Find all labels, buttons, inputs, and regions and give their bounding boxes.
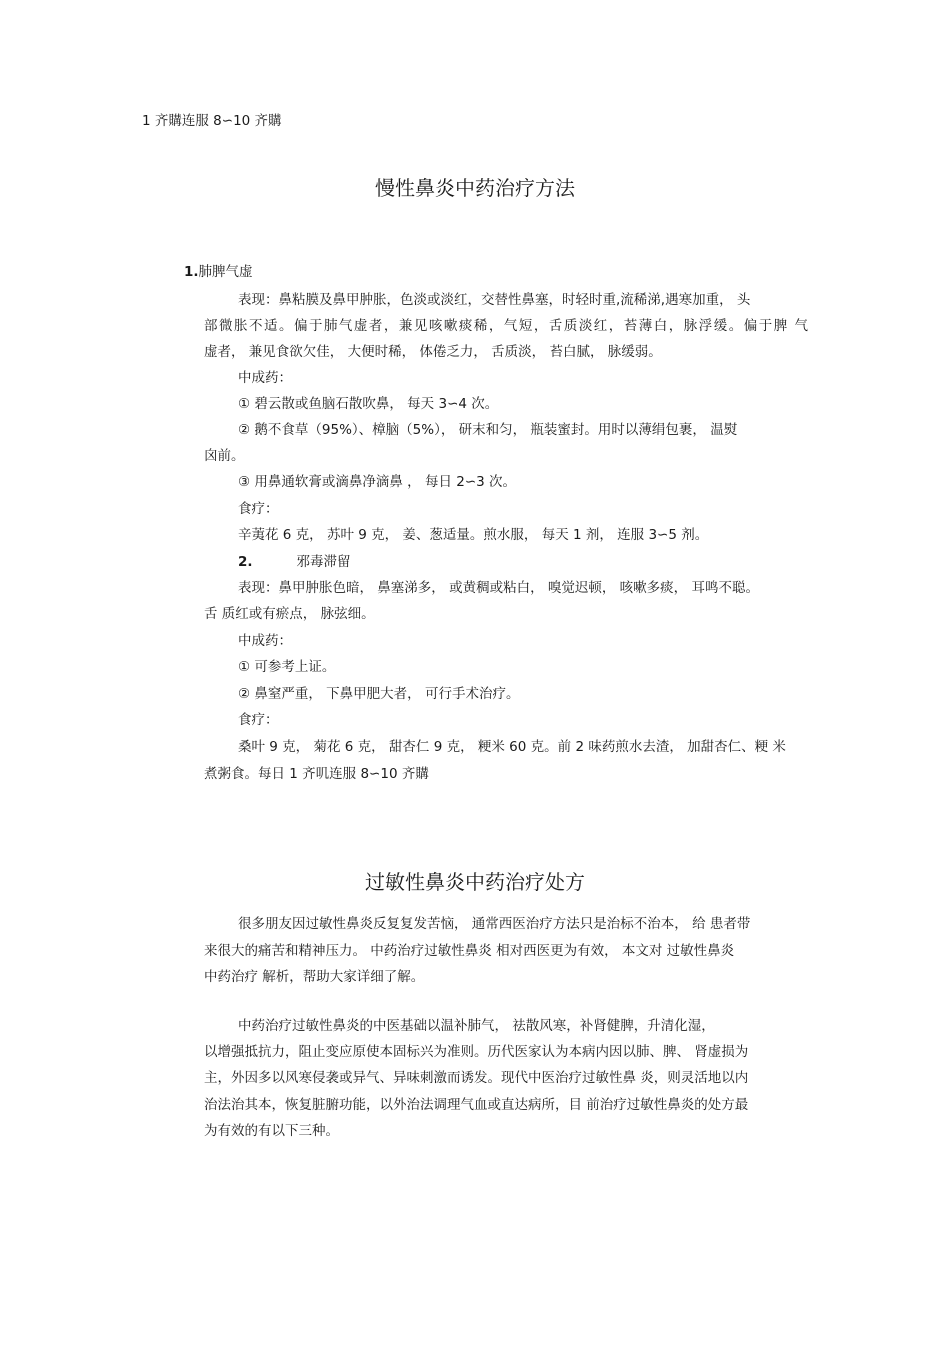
diet-text-1: 辛荑花 6 克， 苏叶 9 克， 姜、葱适量。煎水服， 每天 1 剂， 连服 3∽5 剂。 bbox=[238, 527, 709, 543]
s2-p2-line3: 主，外因多以风寒侵袭或异气、异味刺激而诱发。现代中医治疗过敏性鼻 炎，则灵活地以内 bbox=[204, 1070, 749, 1086]
s2-p2-line1: 中药治疗过敏性鼻炎的中医基础以温补肺气， 祛散风寒，补肾健脾，升清化湿， bbox=[238, 1018, 715, 1034]
s2-p2-line4: 治法治其本，恢复脏腑功能，以外治法调理气血或直达病所，目 前治疗过敏性鼻炎的处方最 bbox=[204, 1097, 749, 1113]
heading-2-number: 2. bbox=[238, 554, 253, 570]
heading-1-number: 1. bbox=[184, 264, 199, 280]
s2-p2-line5: 为有效的有以下三种。 bbox=[204, 1123, 339, 1139]
heading-1-text: 肺脾气虚 bbox=[198, 264, 253, 280]
heading-2 bbox=[238, 553, 351, 571]
diet-text-2-line1: 桑叶 9 克， 菊花 6 克， 甜杏仁 9 克， 粳米 60 克。前 2 味药煎水去渣， 加甜杏仁、粳 米 bbox=[238, 739, 786, 755]
diet-label-2: 食疗： bbox=[238, 712, 279, 728]
heading-1 bbox=[184, 263, 253, 281]
remedy-item-2-line2: 囟前。 bbox=[204, 448, 245, 464]
diet-label-1: 食疗： bbox=[238, 501, 279, 517]
remedy-item-2-line1: ② 鹅不食草（95%）、樟脑（5%）， 研末和匀， 瓶装蜜封。用时以薄绢包裹， 温熨 bbox=[238, 422, 738, 438]
zcy-label-2: 中成药： bbox=[238, 633, 292, 649]
top-line: 1 齐購连服 8∽10 齐購 bbox=[142, 113, 282, 129]
section2-title: 过敏性鼻炎中药治疗处方 bbox=[365, 870, 585, 894]
zcy-label-1: 中成药： bbox=[238, 370, 292, 386]
remedy-item-5: ② 鼻窒严重， 下鼻甲肥大者， 可行手术治疗。 bbox=[238, 686, 520, 702]
p1-line2: 部微胀不适。偏于肺气虚者，兼见咳嗽痰稀，气短，舌质淡红，苔薄白，脉浮缓。偏于脾 气 bbox=[204, 318, 808, 334]
section1-title: 慢性鼻炎中药治疗方法 bbox=[375, 176, 575, 200]
diet-text-2-line2: 煮粥食。每日 1 齐叽连服 8∽10 齐購 bbox=[204, 766, 429, 782]
s2-p2-line2: 以增强抵抗力，阻止变应原使本固标兴为准则。历代医家认为本病内因以肺、脾、 肾虚损为 bbox=[204, 1044, 749, 1060]
p1-line1: 表现：鼻粘膜及鼻甲肿胀，色淡或淡红，交替性鼻塞，时轻时重,流稀涕,遇寒加重， 头 bbox=[238, 292, 751, 308]
remedy-item-1: ① 碧云散或鱼脑石散吹鼻， 每天 3∽4 次。 bbox=[238, 396, 499, 412]
p2-line1: 表现：鼻甲肿胀色暗， 鼻塞涕多， 或黄稠或粘白， 嗅觉迟顿， 咳嗽多痰， 耳鸣不聪。 bbox=[238, 580, 759, 596]
remedy-item-4: ① 可参考上证。 bbox=[238, 659, 336, 675]
p2-line2: 舌 质红或有瘀点， 脉弦细。 bbox=[204, 606, 375, 622]
s2-p1-line1: 很多朋友因过敏性鼻炎反复复发苦恼， 通常西医治疗方法只是治标不治本， 给 患者带 bbox=[238, 916, 751, 932]
p1-line3: 虚者， 兼见食欲欠佳， 大便时稀， 体倦乏力， 舌质淡， 苔白腻， 脉缓弱。 bbox=[204, 344, 662, 360]
heading-2-text: 邪毒滞留 bbox=[296, 554, 351, 570]
remedy-item-3: ③ 用鼻通软膏或滴鼻净滴鼻 ， 每日 2∽3 次。 bbox=[238, 474, 517, 490]
s2-p1-line3: 中药治疗 解析，帮助大家详细了解。 bbox=[204, 969, 425, 985]
s2-p1-line2: 来很大的痛苦和精神压力。 中药治疗过敏性鼻炎 相对西医更为有效， 本文对 过敏性鼻炎 bbox=[204, 943, 735, 959]
